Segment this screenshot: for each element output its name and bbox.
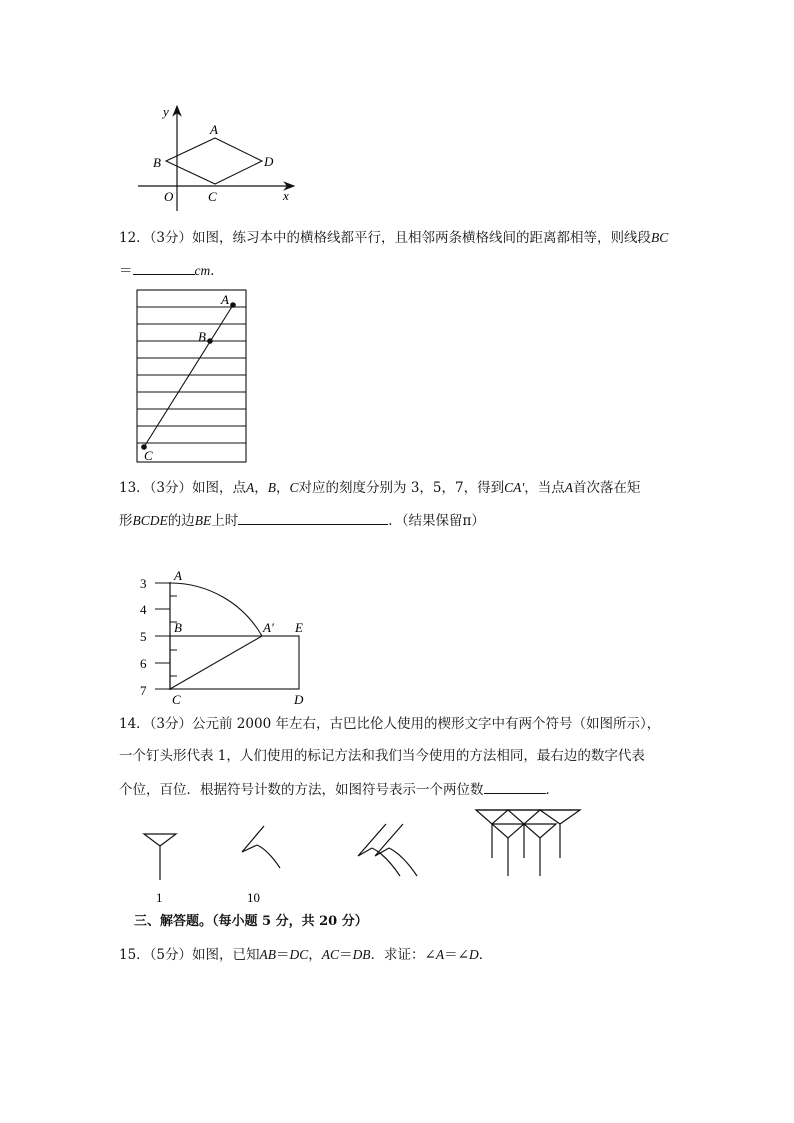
segment-ca-prime: CA' xyxy=(504,480,525,495)
tick-label-7: 7 xyxy=(140,683,147,698)
question-13-text: 上时 xyxy=(211,513,239,529)
tick-label-3: 3 xyxy=(140,576,147,591)
comma: ， xyxy=(254,480,268,496)
comma: ， xyxy=(276,480,290,496)
unit-cm: cm xyxy=(194,263,211,278)
point-c-label: C xyxy=(208,189,217,204)
equals-angle: ＝∠ xyxy=(444,947,469,963)
question-14-text: 个位，百位．根据符号计数的方法，如图符号表示一个两位数 xyxy=(119,782,484,798)
point-b-label: B xyxy=(198,329,206,344)
angle-d: D xyxy=(468,947,479,962)
cuneiform-number-symbol xyxy=(476,810,580,876)
tick-label-6: 6 xyxy=(140,656,147,671)
question-15-line1 xyxy=(119,946,492,964)
equals-sign: ＝ xyxy=(339,947,353,963)
question-13-text: ，当点 xyxy=(524,480,565,496)
tick-label-5: 5 xyxy=(140,629,147,644)
question-15-text: ．求证：∠ xyxy=(370,947,436,963)
section-3-heading xyxy=(134,913,368,930)
question-13-note: ．（结果保留π） xyxy=(388,513,485,529)
question-12-text: 12．（3分）如图，练习本中的横格线都平行，且相邻两条横格线间的距离都相等，则线段 xyxy=(119,230,652,246)
point-e-label: E xyxy=(295,620,303,635)
side-be-ref: BE xyxy=(194,513,212,528)
comma: ， xyxy=(308,947,322,963)
question-13-text: 首次落在矩 xyxy=(573,480,641,496)
period: ． xyxy=(210,263,224,279)
period: ． xyxy=(478,947,493,963)
tick-label-4: 4 xyxy=(140,602,147,617)
point-b-label: B xyxy=(174,620,182,635)
point-a-label: A xyxy=(210,122,218,137)
rectangle-bcde-ref: BCDE xyxy=(132,513,168,528)
segment-bc: BC xyxy=(651,230,669,245)
equals-sign: ＝ xyxy=(276,947,290,963)
segment-db: DB xyxy=(352,947,371,962)
segment-ab: AB xyxy=(259,947,277,962)
question-13-text: 形 xyxy=(119,513,133,529)
point-a-label: A xyxy=(174,568,182,583)
x-axis-label: x xyxy=(283,188,289,203)
segment-ac: AC xyxy=(321,947,340,962)
cuneiform-twenty-symbol xyxy=(358,824,417,876)
y-axis-label: y xyxy=(163,104,169,119)
segment-dc: DC xyxy=(289,947,309,962)
point-a-label: A xyxy=(221,292,229,307)
point-d-label: D xyxy=(294,692,304,707)
point-b-label: B xyxy=(153,155,161,170)
cuneiform-ten-symbol xyxy=(242,826,280,868)
point-c-label: C xyxy=(144,448,153,463)
period: ． xyxy=(545,782,559,798)
equals-sign: ＝ xyxy=(119,263,133,279)
point-c-ref: C xyxy=(289,480,299,495)
question-14-text: 14．（3分）公元前 2000 年左右，古巴比伦人使用的楔形文字中有两个符号（如图所示）， xyxy=(119,716,661,732)
point-a-ref: A xyxy=(246,480,255,495)
origin-label: O xyxy=(164,189,174,204)
angle-a: A xyxy=(435,947,445,962)
section-3-title: 三、解答题。（每小题 5 分，共 20 分） xyxy=(134,914,368,929)
point-b-ref: B xyxy=(267,480,277,495)
question-15-text: 15．（5分）如图，已知 xyxy=(119,947,260,963)
cuneiform-one-symbol xyxy=(144,834,176,880)
question-13-text: 对应的刻度分别为 3，5，7，得到 xyxy=(298,480,505,496)
question-13-text: 13．（3分）如图，点 xyxy=(119,480,247,496)
point-c-label: C xyxy=(172,692,181,707)
symbol-one-label: 1 xyxy=(156,890,163,905)
question-14-text: 一个钉头形代表 1，人们使用的标记方法和我们当今使用的方法相同，最右边的数字代表 xyxy=(119,748,645,764)
question-13-text: 的边 xyxy=(167,513,195,529)
symbol-ten-label: 10 xyxy=(247,890,260,905)
point-a-ref: A xyxy=(564,480,573,495)
point-d-label: D xyxy=(264,154,274,169)
point-a-prime-label: A′ xyxy=(263,620,274,635)
